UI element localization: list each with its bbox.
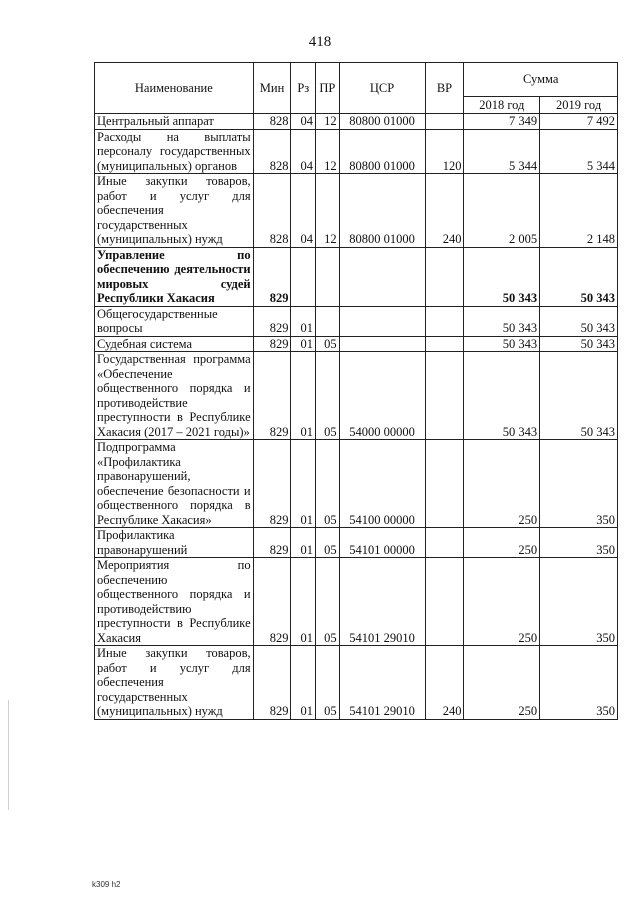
cell-2018: 250 <box>464 558 540 646</box>
cell-2018: 7 349 <box>464 114 540 130</box>
header-pr: ПР <box>316 63 340 114</box>
cell-2018: 5 344 <box>464 129 540 174</box>
cell-name: Мероприятия по обеспечению общественного порядка и противодействию преступности в Республике Хакасия <box>95 558 254 646</box>
cell-rz: 01 <box>291 306 316 336</box>
cell-rz: 01 <box>291 336 316 352</box>
header-year-2019: 2019 год <box>540 97 618 114</box>
cell-csr: 54101 29010 <box>339 558 425 646</box>
cell-vr: 240 <box>425 646 464 720</box>
table-row <box>95 129 618 174</box>
table-row <box>95 306 618 336</box>
cell-vr: 240 <box>425 174 464 248</box>
cell-pr: 05 <box>316 440 340 528</box>
cell-rz: 04 <box>291 114 316 130</box>
cell-min: 828 <box>253 129 291 174</box>
cell-rz: 01 <box>291 352 316 440</box>
cell-pr: 05 <box>316 352 340 440</box>
header-name: Наименование <box>95 63 254 114</box>
cell-csr: 54101 00000 <box>339 528 425 558</box>
cell-pr: 05 <box>316 528 340 558</box>
cell-pr: 12 <box>316 129 340 174</box>
cell-min: 828 <box>253 174 291 248</box>
cell-2019: 350 <box>540 528 618 558</box>
cell-csr: 54000 00000 <box>339 352 425 440</box>
cell-2018: 250 <box>464 440 540 528</box>
cell-2018: 50 343 <box>464 336 540 352</box>
header-min: Мин <box>253 63 291 114</box>
cell-pr: 05 <box>316 336 340 352</box>
cell-2019: 350 <box>540 558 618 646</box>
cell-pr <box>316 306 340 336</box>
cell-min: 829 <box>253 646 291 720</box>
table-row <box>95 646 618 720</box>
table-row <box>95 247 618 306</box>
cell-rz: 01 <box>291 646 316 720</box>
cell-name: Иные закупки товаров, работ и услуг для обеспечения государственных (муниципальных) нужд <box>95 646 254 720</box>
cell-csr: 54100 00000 <box>339 440 425 528</box>
cell-vr: 120 <box>425 129 464 174</box>
cell-pr: 05 <box>316 646 340 720</box>
cell-rz: 01 <box>291 528 316 558</box>
cell-pr: 05 <box>316 558 340 646</box>
cell-2018: 50 343 <box>464 306 540 336</box>
cell-min: 829 <box>253 352 291 440</box>
budget-table <box>94 62 618 720</box>
cell-pr <box>316 247 340 306</box>
cell-vr <box>425 558 464 646</box>
cell-2019: 50 343 <box>540 352 618 440</box>
cell-min: 829 <box>253 336 291 352</box>
cell-rz <box>291 247 316 306</box>
cell-2019: 2 148 <box>540 174 618 248</box>
cell-vr <box>425 114 464 130</box>
margin-mark <box>8 700 9 810</box>
cell-2019: 50 343 <box>540 336 618 352</box>
cell-csr: 80800 01000 <box>339 129 425 174</box>
cell-name: Профилактика правонарушений <box>95 528 254 558</box>
header-rz: Рз <box>291 63 316 114</box>
cell-min: 829 <box>253 247 291 306</box>
cell-rz: 01 <box>291 440 316 528</box>
table-row <box>95 528 618 558</box>
cell-min: 829 <box>253 440 291 528</box>
cell-2019: 5 344 <box>540 129 618 174</box>
cell-2018: 50 343 <box>464 247 540 306</box>
cell-2019: 50 343 <box>540 247 618 306</box>
cell-name: Государственная программа «Обеспечение общественного порядка и противодействие преступности в Республике Хакасия (2017 – 2021 годы)» <box>95 352 254 440</box>
cell-vr <box>425 440 464 528</box>
cell-vr <box>425 528 464 558</box>
footer-code: k309 h2 <box>92 880 121 889</box>
cell-name: Судебная система <box>95 336 254 352</box>
cell-name: Иные закупки товаров, работ и услуг для обеспечения государственных (муниципальных) нужд <box>95 174 254 248</box>
cell-2019: 350 <box>540 646 618 720</box>
cell-rz: 04 <box>291 174 316 248</box>
cell-name: Подпрограмма «Профилактика правонарушений, обеспечение безопасности и общественного порядка в Республике Хакасия» <box>95 440 254 528</box>
cell-name: Управление по обеспечению деятельности мировых судей Республики Хакасия <box>95 247 254 306</box>
cell-csr <box>339 247 425 306</box>
cell-rz: 01 <box>291 558 316 646</box>
table-row <box>95 352 618 440</box>
cell-min: 829 <box>253 306 291 336</box>
cell-min: 828 <box>253 114 291 130</box>
header-vr: ВР <box>425 63 464 114</box>
cell-csr: 54101 29010 <box>339 646 425 720</box>
header-year-2018: 2018 год <box>464 97 540 114</box>
cell-2018: 2 005 <box>464 174 540 248</box>
cell-min: 829 <box>253 528 291 558</box>
table-row <box>95 114 618 130</box>
cell-vr <box>425 247 464 306</box>
cell-pr: 12 <box>316 114 340 130</box>
table-row <box>95 558 618 646</box>
table-row <box>95 440 618 528</box>
cell-vr <box>425 336 464 352</box>
cell-2018: 50 343 <box>464 352 540 440</box>
header-csr: ЦСР <box>339 63 425 114</box>
cell-2018: 250 <box>464 528 540 558</box>
cell-csr: 80800 01000 <box>339 174 425 248</box>
header-sum: Сумма <box>464 63 618 97</box>
table-row <box>95 336 618 352</box>
cell-min: 829 <box>253 558 291 646</box>
cell-name: Центральный аппарат <box>95 114 254 130</box>
cell-rz: 04 <box>291 129 316 174</box>
cell-2019: 7 492 <box>540 114 618 130</box>
cell-2019: 50 343 <box>540 306 618 336</box>
table-row <box>95 174 618 248</box>
cell-csr <box>339 336 425 352</box>
cell-name: Расходы на выплаты персоналу государственных (муниципальных) органов <box>95 129 254 174</box>
cell-csr: 80800 01000 <box>339 114 425 130</box>
cell-name: Общегосударственные вопросы <box>95 306 254 336</box>
cell-2019: 350 <box>540 440 618 528</box>
cell-vr <box>425 306 464 336</box>
page-number: 418 <box>308 34 332 50</box>
cell-vr <box>425 352 464 440</box>
budget-table-body <box>95 114 618 720</box>
cell-csr <box>339 306 425 336</box>
cell-2018: 250 <box>464 646 540 720</box>
cell-pr: 12 <box>316 174 340 248</box>
